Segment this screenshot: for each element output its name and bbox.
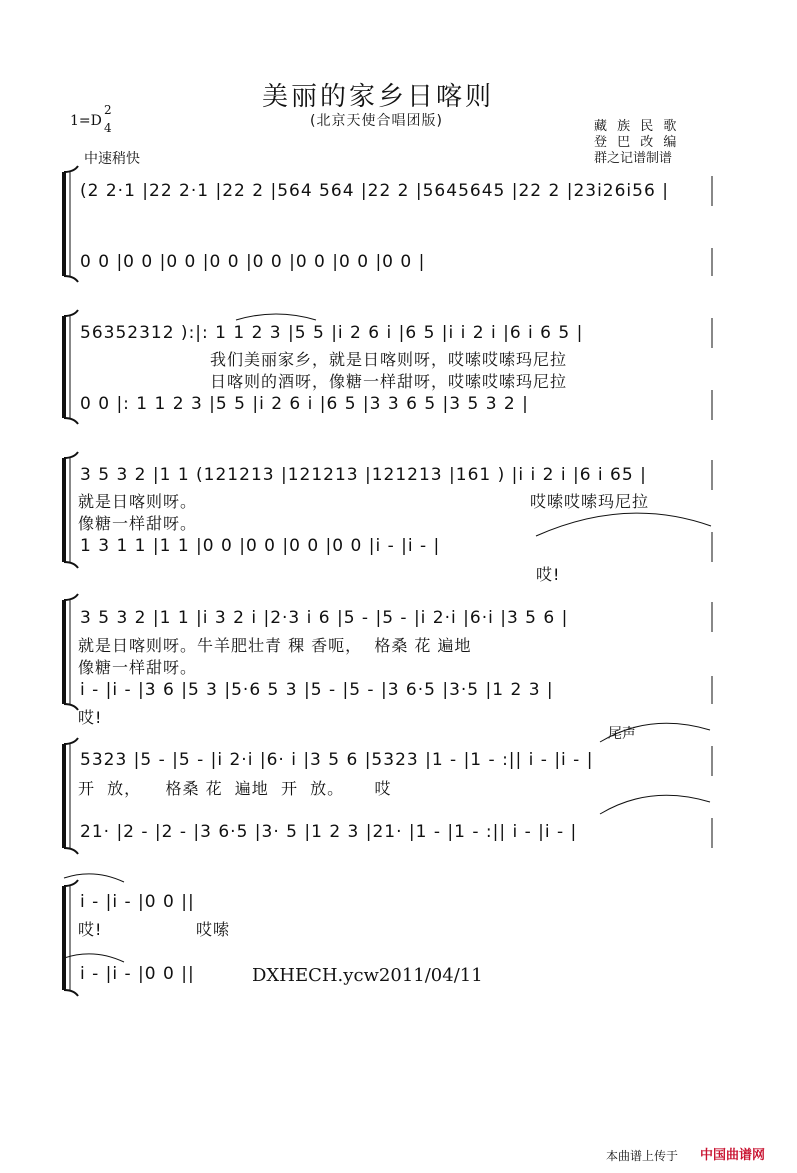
page-subtitle: (北京天使合唱团版)	[310, 113, 443, 129]
key-signature: 1=D	[70, 113, 102, 129]
system-6-lyric-1a: 哎!	[78, 920, 103, 939]
system-2-upper-notes: 56352312 ):|: 1 1 2 3 |5 5 |i 2 6 i |6 5 |i i 2 i |6 i 6 5 |	[80, 323, 584, 343]
system-3-bracket	[64, 452, 712, 568]
system-3-lyric-1a: 就是日喀则呀。	[78, 492, 198, 511]
time-sig-bottom: 4	[104, 121, 112, 135]
system-4-lyric-1: 就是日喀则呀。牛羊肥壮青 稞 香呃， 格桑 花 遍地	[78, 636, 472, 655]
time-sig-top: 2	[104, 103, 112, 117]
site-logo[interactable]: 中国曲谱网	[700, 1148, 766, 1163]
system-5-upper-notes: 5323 |5 - |5 - |i 2·i |6· i |3 5 6 |5323 |1 - |1 - :|| i - |i - |	[80, 750, 594, 770]
system-4-lower-notes: i - |i - |3 6 |5 3 |5·6 5 3 |5 - |5 - |3 6·5 |3·5 |1 2 3 |	[80, 680, 554, 700]
credit-line-1: 藏 族 民 歌	[594, 119, 680, 134]
system-3-upper-notes: 3 5 3 2 |1 1 (121213 |121213 |121213 |161 ) |i i 2 i |6 i 65 |	[80, 465, 647, 485]
system-4-bracket	[64, 594, 712, 710]
page-title: 美丽的家乡日喀则	[262, 82, 495, 112]
system-1-bracket	[64, 166, 712, 282]
transcriber-signature: DXHECH.ycw2011/04/11	[252, 965, 483, 986]
system-6-upper-notes: i - |i - |0 0 ||	[80, 892, 195, 912]
footer-uploaded-text: 本曲谱上传于	[606, 1149, 679, 1163]
system-6-lyric-1b: 哎嗦	[196, 920, 231, 939]
credit-line-2: 登 巴 改 编	[594, 135, 680, 150]
system-1-lower-notes: 0 0 |0 0 |0 0 |0 0 |0 0 |0 0 |0 0 |0 0 |	[80, 252, 426, 272]
system-3-lyric-2: 像糖一样甜呀。	[78, 514, 198, 533]
system-5-bracket	[64, 738, 712, 854]
system-2-lyric-2: 日喀则的酒呀，像糖一样甜呀，哎嗦哎嗦玛尼拉	[210, 372, 568, 391]
system-4-upper-notes: 3 5 3 2 |1 1 |i 3 2 i |2·3 i 6 |5 - |5 - |i 2·i |6·i |3 5 6 |	[80, 608, 569, 628]
system-4-lower-lyric: 哎!	[78, 708, 103, 727]
coda-marking: 尾声	[608, 726, 636, 742]
system-3-lower-lyric: 哎!	[536, 565, 561, 584]
system-2-bracket	[64, 310, 712, 424]
system-6-lower-notes: i - |i - |0 0 ||	[80, 964, 195, 984]
system-2-lyric-1: 我们美丽家乡，就是日喀则呀，哎嗦哎嗦玛尼拉	[210, 350, 568, 369]
system-3-lower-notes: 1 3 1 1 |1 1 |0 0 |0 0 |0 0 |0 0 |i - |i - |	[80, 536, 441, 556]
tempo-marking: 中速稍快	[84, 151, 140, 167]
system-1-upper-notes: (2 2·1 |22 2·1 |22 2 |564 564 |22 2 |5645645 |22 2 |23i26i56 |	[80, 181, 669, 201]
system-3-lyric-1b: 哎嗦哎嗦玛尼拉	[530, 492, 650, 511]
system-4-lyric-2: 像糖一样甜呀。	[78, 658, 198, 677]
system-2-lower-notes: 0 0 |: 1 1 2 3 |5 5 |i 2 6 i |6 5 |3 3 6 5 |3 5 3 2 |	[80, 394, 529, 414]
system-5-lower-notes: 21· |2 - |2 - |3 6·5 |3· 5 |1 2 3 |21· |1 - |1 - :|| i - |i - |	[80, 822, 578, 842]
system-6-bracket	[64, 880, 78, 996]
credit-line-3: 群之记谱制谱	[594, 151, 673, 166]
system-5-lyric-1: 开 放， 格桑 花 遍地 开 放。 哎	[78, 779, 392, 798]
